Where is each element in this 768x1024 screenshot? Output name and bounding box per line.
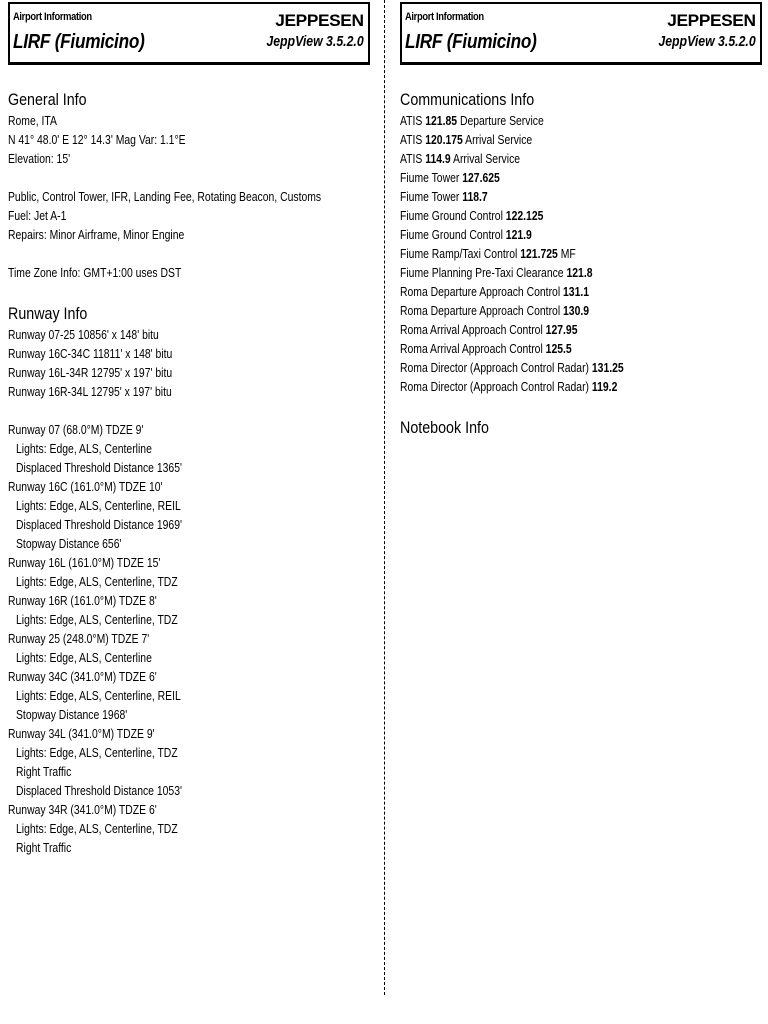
general-line: N 41° 48.0' E 12° 14.3' Mag Var: 1.1°E	[8, 132, 186, 147]
runway-detail-subline: Displaced Threshold Distance 1969'	[16, 517, 182, 532]
comm-service: Roma Director (Approach Control Radar)	[400, 379, 592, 394]
runway-detail-subline: Stopway Distance 1968'	[16, 707, 128, 722]
comm-entry	[400, 130, 688, 149]
comm-service: Fiume Tower	[400, 170, 463, 185]
comm-entry	[400, 358, 688, 377]
comm-frequency: 122.125	[505, 208, 544, 223]
comm-service: Fiume Ground Control	[400, 208, 506, 223]
airport-information-label: Airport Information	[13, 11, 92, 23]
version-label: JeppView 3.5.2.0	[658, 33, 756, 50]
comm-entry	[400, 301, 688, 320]
runway-detail-subline: Lights: Edge, ALS, Centerline, TDZ	[16, 745, 178, 760]
comm-service: Roma Arrival Approach Control	[400, 322, 546, 337]
jeppesen-logo: JEPPESEN	[667, 11, 756, 30]
runway-detail-subline: Lights: Edge, ALS, Centerline, TDZ	[16, 612, 178, 627]
runway-detail-heading: Runway 25 (248.0°M) TDZE 7'	[8, 631, 150, 646]
runway-detail-heading: Runway 34C (341.0°M) TDZE 6'	[8, 669, 157, 684]
comm-frequency: 131.25	[591, 360, 624, 375]
runway-summary-item: Runway 16C-34C 11811' x 148' bitu	[8, 346, 173, 361]
airport-information-label: Airport Information	[405, 11, 484, 23]
comm-frequency: 131.1	[563, 284, 590, 299]
comm-note: Arrival Service	[462, 132, 533, 147]
general-line: Public, Control Tower, IFR, Landing Fee, Rotating Beacon, Customs	[8, 189, 322, 204]
comm-service: Fiume Ground Control	[400, 227, 506, 242]
general-info-body	[8, 111, 368, 282]
comm-frequency: 120.175	[425, 132, 463, 147]
comm-service: Roma Departure Approach Control	[400, 303, 564, 318]
runway-detail-heading: Runway 16R (161.0°M) TDZE 8'	[8, 593, 157, 608]
page-divider	[384, 0, 385, 995]
comm-frequency: 130.9	[563, 303, 590, 318]
comm-frequency: 121.9	[505, 227, 532, 242]
runway-summary-item: Runway 16L-34R 12795' x 197' bitu	[8, 365, 173, 380]
comm-service: ATIS	[400, 151, 426, 166]
runway-info-title: Runway Info	[8, 304, 88, 323]
comm-service: ATIS	[400, 113, 426, 128]
comm-note: Arrival Service	[450, 151, 521, 166]
right-header	[400, 2, 762, 65]
runway-summary-item: Runway 16R-34L 12795' x 197' bitu	[8, 384, 172, 399]
comm-entry	[400, 187, 688, 206]
runway-summary-list	[8, 325, 368, 401]
runway-detail-subline: Displaced Threshold Distance 1365'	[16, 460, 182, 475]
runway-detail-subline: Right Traffic	[16, 840, 72, 855]
comm-entry	[400, 168, 688, 187]
comm-frequency: 121.725	[520, 246, 558, 261]
communications-list	[400, 111, 760, 396]
comm-frequency: 127.625	[462, 170, 500, 185]
general-line-blank	[8, 244, 296, 263]
runway-detail-subline: Displaced Threshold Distance 1053'	[16, 783, 182, 798]
communications-info-title: Communications Info	[400, 90, 535, 109]
notebook-info-title: Notebook Info	[400, 418, 489, 437]
comm-entry	[400, 149, 688, 168]
general-line-blank	[8, 168, 296, 187]
runway-summary-item: Runway 07-25 10856' x 148' bitu	[8, 327, 159, 342]
comm-frequency: 121.8	[566, 265, 593, 280]
comm-entry	[400, 206, 688, 225]
runway-detail-heading: Runway 07 (68.0°M) TDZE 9'	[8, 422, 144, 437]
comm-entry	[400, 282, 688, 301]
right-content	[400, 89, 760, 439]
comm-service: Roma Arrival Approach Control	[400, 341, 546, 356]
comm-frequency: 127.95	[545, 322, 578, 337]
comm-frequency: 119.2	[591, 379, 618, 394]
runway-detail-subline: Stopway Distance 656'	[16, 536, 122, 551]
runway-detail-heading: Runway 16L (161.0°M) TDZE 15'	[8, 555, 161, 570]
left-header	[8, 2, 370, 65]
runway-detail-subline: Right Traffic	[16, 764, 72, 779]
comm-entry	[400, 320, 688, 339]
right-page	[400, 0, 762, 1024]
general-info-title: General Info	[8, 90, 87, 109]
comm-service: Fiume Tower	[400, 189, 463, 204]
runway-detail-subline: Lights: Edge, ALS, Centerline, REIL	[16, 498, 181, 513]
comm-frequency: 114.9	[425, 151, 451, 166]
comm-entry	[400, 339, 688, 358]
comm-entry	[400, 111, 688, 130]
comm-frequency: 125.5	[545, 341, 572, 356]
comm-frequency: 121.85	[425, 113, 458, 128]
jeppesen-logo: JEPPESEN	[275, 11, 364, 30]
runway-detail-heading: Runway 34L (341.0°M) TDZE 9'	[8, 726, 155, 741]
comm-service: Fiume Ramp/Taxi Control	[400, 246, 521, 261]
comm-service: Roma Director (Approach Control Radar)	[400, 360, 592, 375]
comm-entry	[400, 244, 688, 263]
comm-entry	[400, 377, 688, 396]
general-line: Rome, ITA	[8, 113, 57, 128]
runway-detail-subline: Lights: Edge, ALS, Centerline	[16, 441, 152, 456]
general-line: Repairs: Minor Airframe, Minor Engine	[8, 227, 185, 242]
comm-service: Roma Departure Approach Control	[400, 284, 564, 299]
runway-detail-heading: Runway 16C (161.0°M) TDZE 10'	[8, 479, 163, 494]
general-line: Fuel: Jet A-1	[8, 208, 67, 223]
runway-detail-subline: Lights: Edge, ALS, Centerline, REIL	[16, 688, 181, 703]
left-content	[8, 89, 368, 857]
left-page	[8, 0, 370, 1024]
comm-entry	[400, 263, 688, 282]
general-line: Elevation: 15'	[8, 151, 71, 166]
airport-title: LIRF (Fiumicino)	[405, 31, 537, 53]
comm-service: ATIS	[400, 132, 426, 147]
airport-title: LIRF (Fiumicino)	[13, 31, 145, 53]
comm-frequency: 118.7	[462, 189, 488, 204]
runway-detail-subline: Lights: Edge, ALS, Centerline	[16, 650, 152, 665]
runway-detail-heading: Runway 34R (341.0°M) TDZE 6'	[8, 802, 157, 817]
version-label: JeppView 3.5.2.0	[266, 33, 364, 50]
runway-details-list	[8, 420, 368, 857]
general-line: Time Zone Info: GMT+1:00 uses DST	[8, 265, 182, 280]
runway-detail-subline: Lights: Edge, ALS, Centerline, TDZ	[16, 574, 178, 589]
comm-note: Departure Service	[457, 113, 544, 128]
comm-note: MF	[557, 246, 576, 261]
runway-detail-subline: Lights: Edge, ALS, Centerline, TDZ	[16, 821, 178, 836]
comm-entry	[400, 225, 688, 244]
comm-service: Fiume Planning Pre-Taxi Clearance	[400, 265, 567, 280]
